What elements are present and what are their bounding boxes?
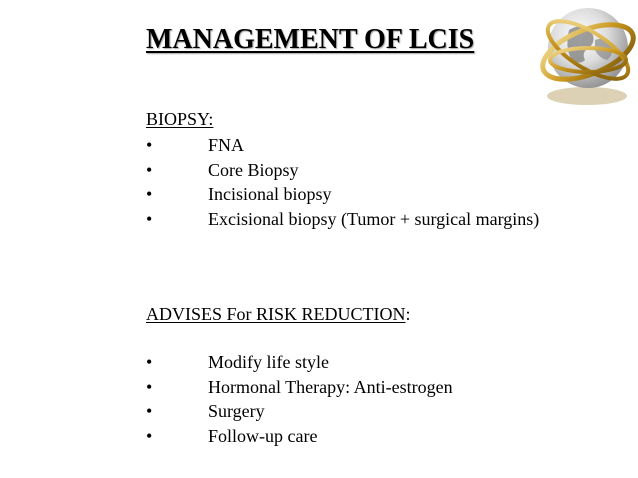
bullet: •: [146, 425, 153, 446]
advises-heading-text: ADVISES For RISK REDUCTION: [146, 304, 406, 324]
list-item-text: FNA: [208, 135, 245, 155]
bullet: •: [146, 352, 153, 372]
biopsy-heading-text: BIOPSY:: [146, 109, 214, 129]
list-item-text: Excisional biopsy (Tumor + surgical margins): [208, 208, 540, 229]
list-item-text: Surgery: [208, 401, 265, 421]
list-item-text: Core Biopsy: [208, 159, 299, 180]
list-item-text: Modify life style: [208, 352, 329, 372]
bullet: •: [146, 401, 153, 421]
bullet: •: [146, 376, 153, 397]
advises-heading-colon: :: [405, 304, 411, 324]
bullet: •: [146, 159, 153, 180]
bullet: •: [146, 135, 153, 155]
slide-title: MANAGEMENT OF LCIS: [146, 24, 475, 55]
bullet: •: [146, 208, 153, 229]
biopsy-heading: [146, 109, 213, 130]
advises-heading: [146, 304, 411, 325]
list-item-text: Hormonal Therapy: Anti-estrogen: [208, 376, 453, 397]
list-item-text: Follow-up care: [208, 425, 318, 446]
bullet: •: [146, 184, 153, 204]
globe-icon: [535, 0, 638, 112]
list-item-text: Incisional biopsy: [208, 184, 332, 204]
